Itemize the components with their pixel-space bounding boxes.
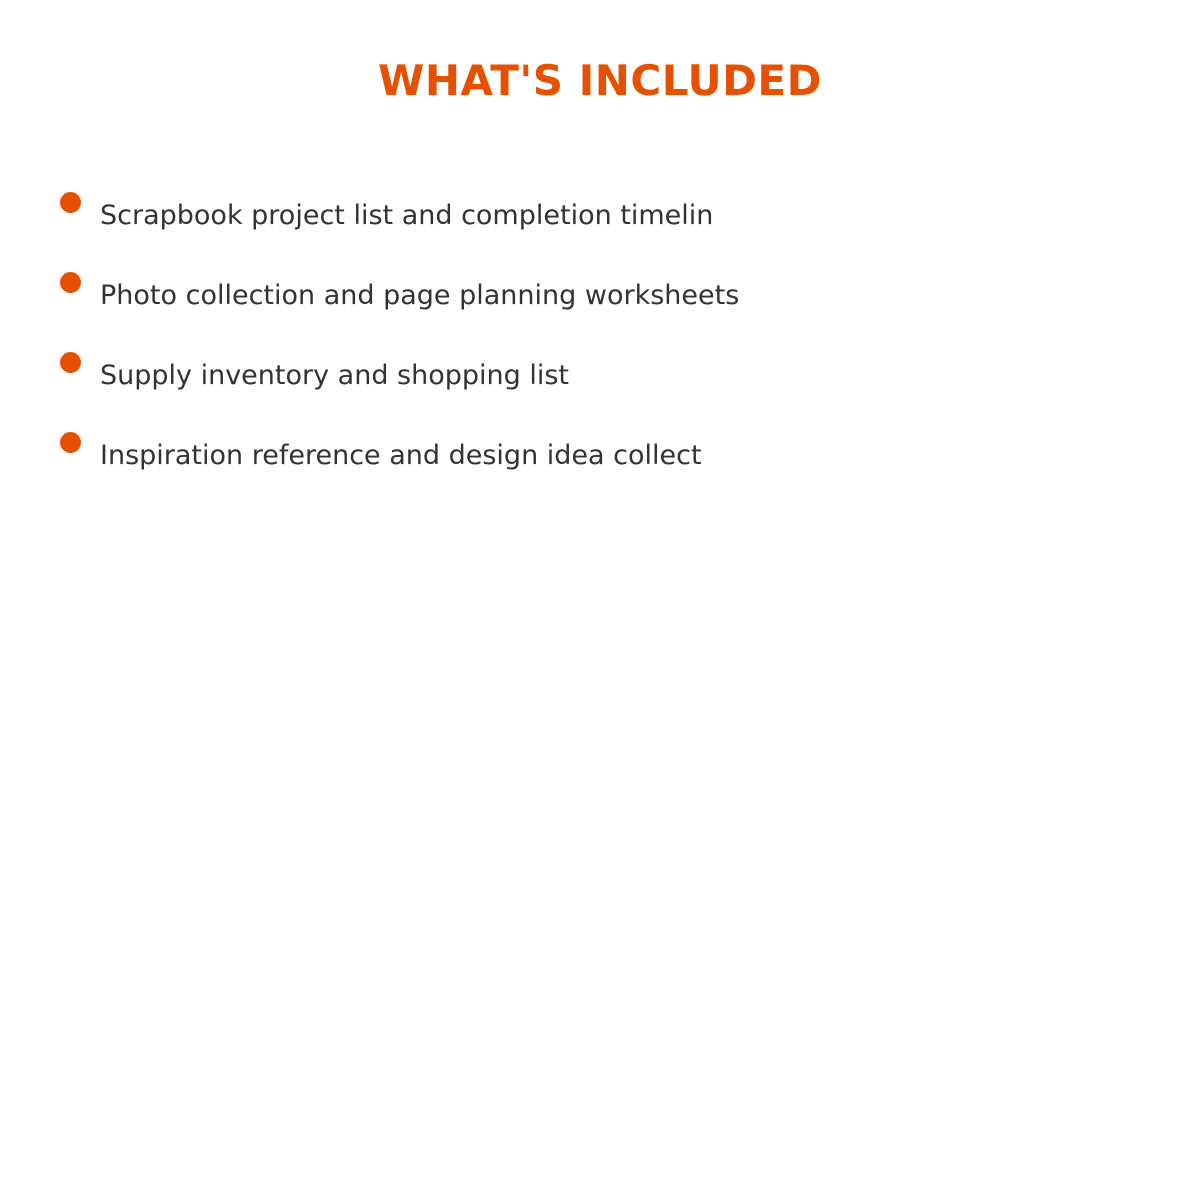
bullet-dot-icon [60,192,81,213]
list-item [0,272,1200,332]
list-item [0,352,1200,412]
feature-label: Photo collection and page planning worksheets [100,280,740,311]
list-item [0,432,1200,492]
feature-label: Inspiration reference and design idea collect [100,440,702,471]
bullet-dot-icon [60,272,81,293]
bullet-dot-icon [60,352,81,373]
feature-label: Scrapbook project list and completion timelin [100,200,714,231]
page-title: WHAT'S INCLUDED [378,56,822,105]
feature-label: Supply inventory and shopping list [100,360,570,391]
bullet-dot-icon [60,432,81,453]
list-item [0,192,1200,252]
